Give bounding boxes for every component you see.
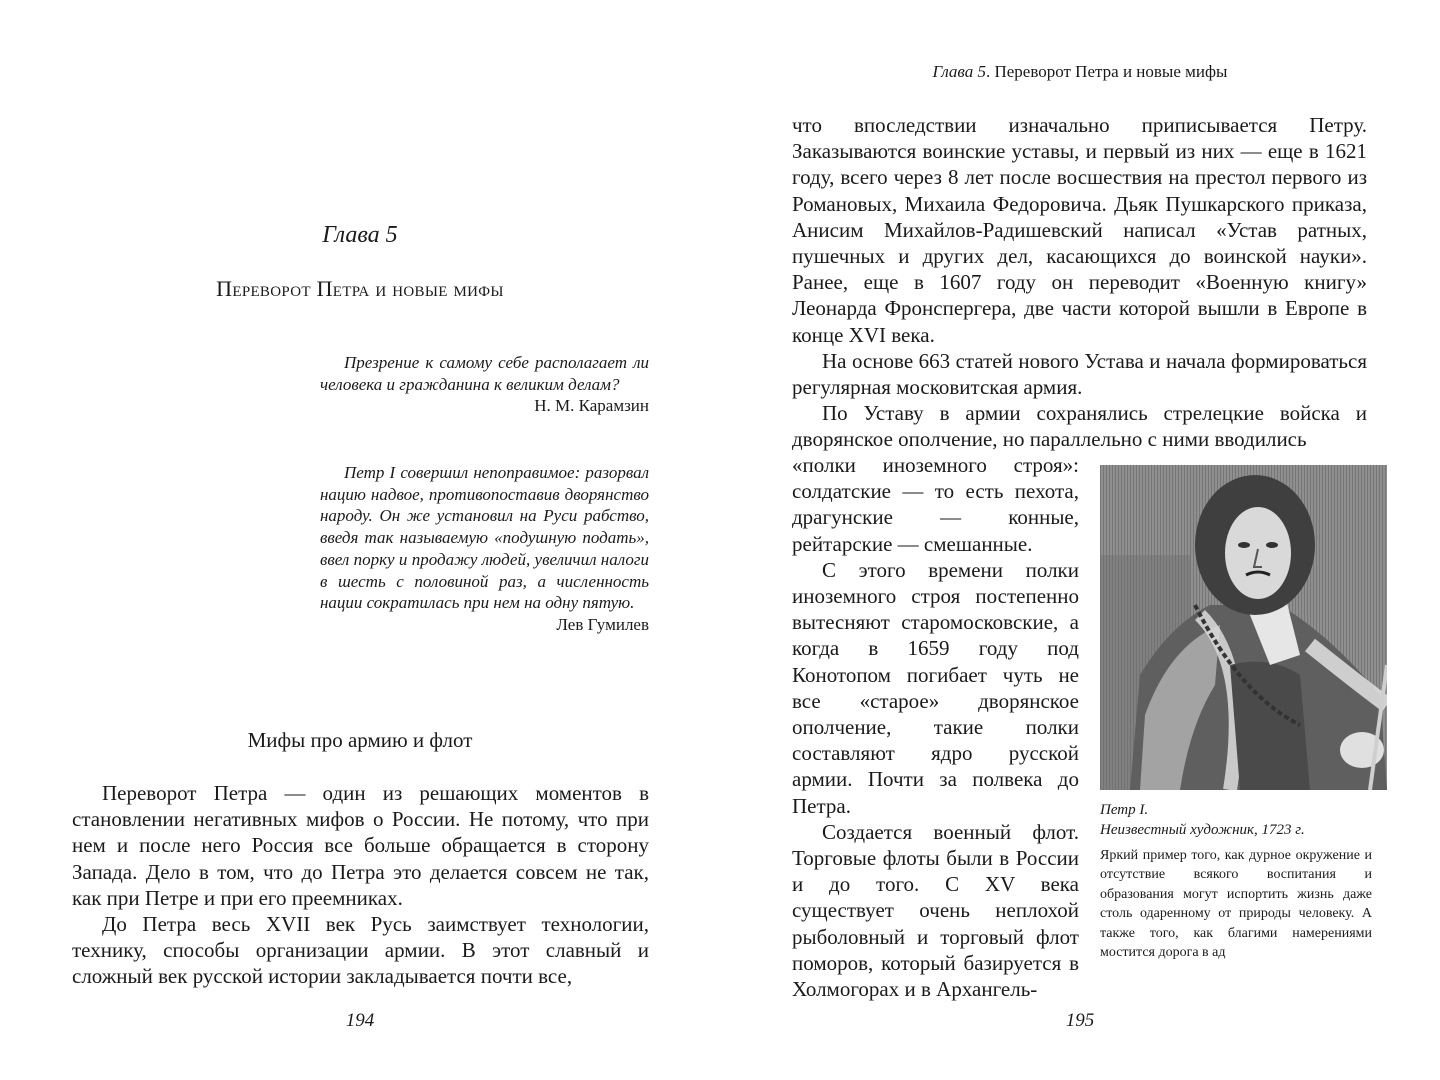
chapter-number: Глава 5 bbox=[322, 222, 398, 248]
caption-text: Яркий пример того, как дурное окружение и отсутствие всякого воспитания и образования могут испортить жизнь даже столь одаренному от природы человеку. А также того, как благими намерениями мостится дорога в ад bbox=[1100, 848, 1372, 961]
body-text bbox=[792, 112, 1367, 453]
running-head-chapter: Глава 5 bbox=[932, 62, 986, 81]
epigraph-text: Презрение к самому себе располагает ли человека и гражданина к великим делам? bbox=[320, 353, 649, 394]
section-title: Мифы про армию и флот bbox=[247, 728, 473, 752]
epigraph-author: Н. М. Карамзин bbox=[534, 396, 649, 416]
paragraph: До Петра весь XVII век Русь заимствует технологии, технику, способы организации армии. В этот славный и сложный век русской истории закладывается почти все, bbox=[72, 912, 649, 989]
body-text bbox=[72, 780, 649, 990]
paragraph: По Уставу в армии сохранялись стрелецкие войска и дворянское ополчение, но параллельно с ними вводились bbox=[792, 401, 1367, 452]
epigraph-author: Лев Гумилев bbox=[556, 614, 649, 634]
epigraph bbox=[320, 462, 649, 636]
paragraph: что впоследствии изначально приписывается Петру. Заказываются воинские уставы, и первый из них — еще в 1621 году, всего через 8 лет после восшествия на престол первого из Романовых, Михаила Федоровича. Дьяк Пушкарского приказа, Анисим Михайлов-Радишевский написал «Устав ратных, пушечных и других дел, касающихся до воинской науки». Ранее, еще в 1607 году он переводит «Военную книгу» Леонарда Фронспергера, две части которой вышли в Европе в конце XVI века. bbox=[792, 113, 1367, 347]
portrait-image bbox=[1100, 465, 1387, 790]
epigraph-text: Петр I совершил непоправимое: разорвал нацию надвое, противопоставив дворянство народу. Он же установил на Руси рабство, введя так называемую «подушную подать», ввел порку и продажу людей, увеличил налоги в шесть с половиной раз, а численность нации сократилась при нем на одну пятую. bbox=[320, 463, 649, 613]
figure-caption bbox=[1100, 800, 1372, 962]
paragraph: «полки иноземного строя»: солдатские — то есть пехота, драгунские — конные, рейтарские — смешанные. bbox=[792, 453, 1079, 556]
caption-title: Петр I. bbox=[1100, 802, 1149, 818]
page-number: 195 bbox=[1065, 1010, 1095, 1031]
epigraph bbox=[320, 352, 649, 417]
body-text-column bbox=[792, 452, 1079, 1002]
paragraph: Создается военный флот. Торговые флоты были в России и до того. С XV века существует очень неплохой рыболовный и торговый флот поморов, который базируется в Холмогорах и в Архангель- bbox=[792, 819, 1079, 1002]
running-head bbox=[880, 62, 1280, 82]
caption-artist: Неизвестный художник, 1723 г. bbox=[1100, 822, 1305, 838]
portrait-engraving-icon bbox=[1100, 465, 1387, 790]
running-head-title: . Переворот Петра и новые мифы bbox=[985, 62, 1228, 81]
paragraph: На основе 663 статей нового Устава и начала формироваться регулярная московитская армия. bbox=[792, 348, 1367, 400]
chapter-title: Переворот Петра и новые мифы bbox=[216, 276, 504, 301]
page-number: 194 bbox=[345, 1010, 375, 1031]
paragraph: С этого времени полки иноземного строя постепенно вытесняют старомосковские, а когда в 1659 году под Конотопом погибает чуть не все «старое» дворянское ополчение, такие полки составляют ядро русской армии. Почти за полвека до Петра. bbox=[792, 557, 1079, 818]
paragraph: Переворот Петра — один из решающих моментов в становлении негативных мифов о России. Не потому, что при нем и после него Россия все больше обращается в сторону Запада. Дело в том, что до Петра это делается совсем не так, как при Петре и при его преемниках. bbox=[72, 781, 649, 910]
